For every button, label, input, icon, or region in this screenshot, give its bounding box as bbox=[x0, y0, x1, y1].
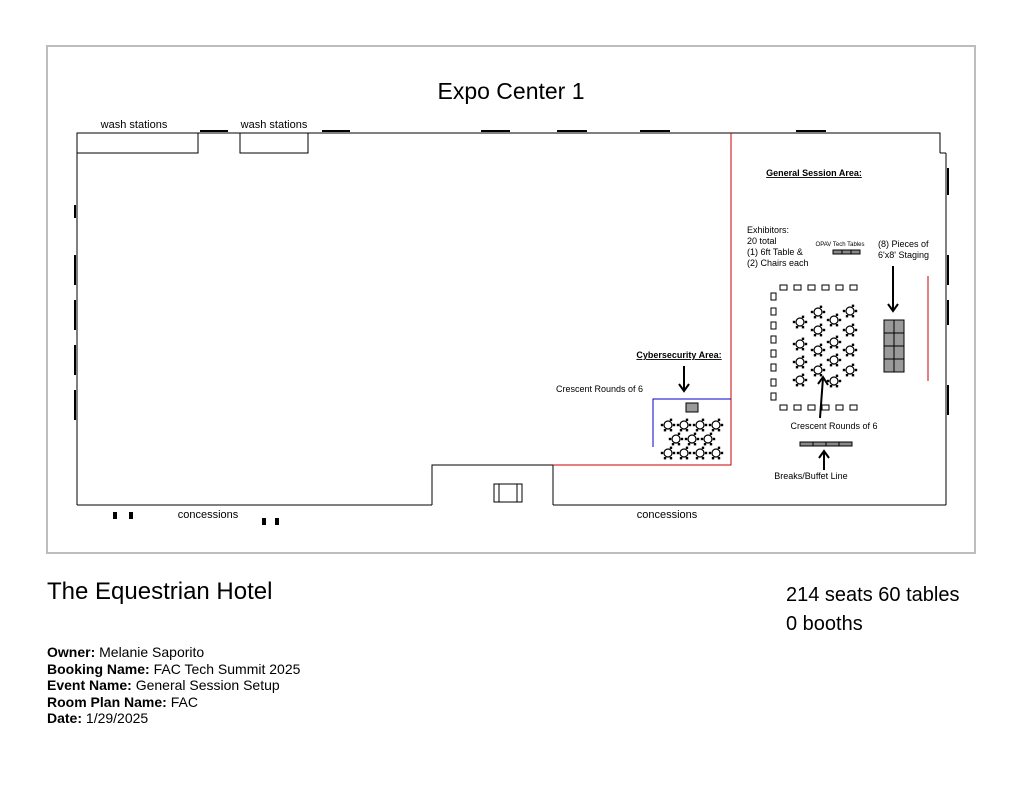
round-table bbox=[796, 340, 804, 348]
chair bbox=[661, 452, 663, 454]
entry-door bbox=[494, 484, 522, 502]
chair bbox=[830, 385, 832, 387]
staging-platforms bbox=[884, 320, 904, 372]
booking-row bbox=[47, 661, 300, 678]
chair bbox=[820, 364, 822, 366]
chair bbox=[802, 326, 804, 328]
chair bbox=[670, 429, 672, 431]
owner-row bbox=[47, 644, 300, 661]
chair bbox=[820, 334, 822, 336]
chair bbox=[855, 349, 857, 351]
chair bbox=[673, 424, 675, 426]
booth bbox=[822, 285, 829, 290]
chair bbox=[820, 354, 822, 356]
chair bbox=[664, 457, 666, 459]
booth bbox=[771, 336, 776, 343]
chair bbox=[796, 326, 798, 328]
chair bbox=[680, 429, 682, 431]
round-table bbox=[672, 435, 680, 443]
event-row bbox=[47, 677, 300, 694]
booths-count: 0 booths bbox=[786, 613, 863, 635]
booth bbox=[836, 285, 843, 290]
exhibitor-booths bbox=[771, 285, 857, 410]
chair bbox=[811, 311, 813, 313]
chair bbox=[677, 424, 679, 426]
chair bbox=[702, 447, 704, 449]
date-label: Date: bbox=[47, 710, 83, 726]
chair bbox=[827, 341, 829, 343]
chair bbox=[820, 316, 822, 318]
chair bbox=[686, 447, 688, 449]
chair bbox=[688, 443, 690, 445]
chair bbox=[820, 344, 822, 346]
round-table bbox=[796, 318, 804, 326]
chair bbox=[839, 319, 841, 321]
chair bbox=[811, 349, 813, 351]
chair bbox=[678, 443, 680, 445]
chair bbox=[670, 457, 672, 459]
chair bbox=[802, 384, 804, 386]
booth bbox=[794, 285, 801, 290]
date-value: 1/29/2025 bbox=[85, 710, 149, 726]
chair bbox=[705, 424, 707, 426]
chair bbox=[802, 374, 804, 376]
chair bbox=[852, 374, 854, 376]
chair bbox=[802, 366, 804, 368]
chair bbox=[689, 452, 691, 454]
chair bbox=[693, 424, 695, 426]
chair bbox=[693, 452, 695, 454]
chair bbox=[852, 305, 854, 307]
round-table bbox=[830, 338, 838, 346]
chair bbox=[805, 361, 807, 363]
chair bbox=[843, 349, 845, 351]
round-table bbox=[688, 435, 696, 443]
crescent-rounds bbox=[661, 305, 857, 460]
chair bbox=[712, 429, 714, 431]
booking-value: FAC Tech Summit 2025 bbox=[153, 660, 301, 677]
chair bbox=[836, 354, 838, 356]
chair bbox=[702, 429, 704, 431]
chair bbox=[796, 366, 798, 368]
round-table bbox=[704, 435, 712, 443]
event-details bbox=[47, 644, 300, 727]
staging-line-1: (8) Pieces of bbox=[878, 239, 929, 249]
chair bbox=[836, 375, 838, 377]
booth bbox=[822, 405, 829, 410]
booth bbox=[808, 405, 815, 410]
booth bbox=[771, 393, 776, 400]
round-table bbox=[830, 377, 838, 385]
chair bbox=[712, 457, 714, 459]
opav-tables-label: OPAV Tech Tables bbox=[815, 242, 865, 248]
round-table bbox=[796, 358, 804, 366]
room-value: FAC bbox=[170, 693, 198, 710]
area-dividers bbox=[553, 133, 928, 465]
chair bbox=[836, 346, 838, 348]
chair bbox=[820, 306, 822, 308]
chair bbox=[710, 433, 712, 435]
chair bbox=[694, 443, 696, 445]
booth bbox=[771, 293, 776, 300]
exhibitors-line-2: 20 total bbox=[747, 236, 777, 246]
chair bbox=[796, 384, 798, 386]
chair bbox=[793, 361, 795, 363]
chair bbox=[830, 364, 832, 366]
chair bbox=[805, 321, 807, 323]
crescent-cyber-label: Crescent Rounds of 6 bbox=[556, 384, 644, 394]
chair bbox=[823, 329, 825, 331]
round-table bbox=[814, 366, 822, 374]
chair bbox=[802, 338, 804, 340]
breaks-label: Breaks/Buffet Line bbox=[774, 471, 848, 481]
capacity-stats bbox=[786, 581, 959, 639]
chair bbox=[827, 359, 829, 361]
chair bbox=[820, 374, 822, 376]
wash-stations-label-1: wash stations bbox=[100, 119, 168, 131]
chair bbox=[670, 419, 672, 421]
booth bbox=[850, 405, 857, 410]
owner-value: Melanie Saporito bbox=[99, 644, 205, 660]
chair bbox=[852, 344, 854, 346]
round-table bbox=[846, 307, 854, 315]
wash-stations-label-2: wash stations bbox=[240, 119, 308, 131]
chair bbox=[811, 369, 813, 371]
chair bbox=[855, 329, 857, 331]
chair bbox=[855, 310, 857, 312]
chair bbox=[814, 374, 816, 376]
chair bbox=[680, 457, 682, 459]
chair bbox=[843, 329, 845, 331]
concessions-label-2: concessions bbox=[636, 509, 698, 521]
booth bbox=[808, 285, 815, 290]
chair bbox=[796, 348, 798, 350]
exhibitors-line-3: (1) 6ft Table & bbox=[747, 247, 803, 257]
crescent-general-label: Crescent Rounds of 6 bbox=[790, 421, 878, 431]
round-table bbox=[846, 346, 854, 354]
round-table bbox=[796, 376, 804, 384]
owner-label: Owner: bbox=[47, 644, 96, 660]
chair bbox=[839, 341, 841, 343]
chair bbox=[805, 379, 807, 381]
round-table bbox=[680, 449, 688, 457]
chair bbox=[830, 324, 832, 326]
booth bbox=[771, 322, 776, 329]
chair bbox=[685, 438, 687, 440]
chair bbox=[855, 369, 857, 371]
round-table bbox=[830, 316, 838, 324]
chair bbox=[830, 346, 832, 348]
chair bbox=[721, 452, 723, 454]
event-label: Event Name: bbox=[47, 677, 132, 693]
chair bbox=[718, 457, 720, 459]
chair bbox=[836, 336, 838, 338]
date-row bbox=[47, 710, 300, 727]
staging-line-2: 6'x8' Staging bbox=[878, 250, 929, 260]
chair bbox=[702, 419, 704, 421]
buffet-line bbox=[800, 442, 852, 446]
chair bbox=[836, 385, 838, 387]
chair bbox=[846, 374, 848, 376]
chair bbox=[701, 438, 703, 440]
chair bbox=[681, 438, 683, 440]
chair bbox=[852, 364, 854, 366]
round-table bbox=[846, 326, 854, 334]
chair bbox=[793, 321, 795, 323]
chair bbox=[697, 438, 699, 440]
round-table bbox=[814, 308, 822, 316]
booth bbox=[771, 350, 776, 357]
chair bbox=[839, 359, 841, 361]
chair bbox=[713, 438, 715, 440]
booking-label: Booking Name: bbox=[47, 660, 150, 677]
chair bbox=[686, 457, 688, 459]
room-label: Room Plan Name: bbox=[47, 693, 167, 710]
chair bbox=[836, 314, 838, 316]
seats-tables-count: 214 seats 60 tables bbox=[786, 584, 960, 606]
cybersecurity-label: Cybersecurity Area: bbox=[636, 350, 722, 360]
booth bbox=[780, 285, 787, 290]
chair bbox=[670, 447, 672, 449]
round-table bbox=[664, 421, 672, 429]
chair bbox=[843, 369, 845, 371]
venue-name: The Equestrian Hotel bbox=[47, 578, 273, 605]
booth bbox=[771, 308, 776, 315]
chair bbox=[802, 356, 804, 358]
cyber-presenter-table bbox=[686, 403, 698, 412]
chair bbox=[718, 419, 720, 421]
chair bbox=[704, 443, 706, 445]
general-session-label: General Session Area: bbox=[766, 168, 862, 178]
chair bbox=[814, 316, 816, 318]
booth bbox=[771, 364, 776, 371]
booth bbox=[771, 379, 776, 386]
chair bbox=[814, 354, 816, 356]
chair bbox=[686, 419, 688, 421]
room-row bbox=[47, 694, 300, 711]
chair bbox=[846, 354, 848, 356]
round-table bbox=[696, 449, 704, 457]
chair bbox=[718, 447, 720, 449]
chair bbox=[805, 343, 807, 345]
chair bbox=[836, 364, 838, 366]
chair bbox=[827, 319, 829, 321]
booth bbox=[850, 285, 857, 290]
chair bbox=[710, 443, 712, 445]
round-table bbox=[830, 356, 838, 364]
chair bbox=[718, 429, 720, 431]
chair bbox=[823, 369, 825, 371]
chair bbox=[686, 429, 688, 431]
round-table bbox=[846, 366, 854, 374]
booth bbox=[836, 405, 843, 410]
chair bbox=[811, 329, 813, 331]
chair bbox=[846, 334, 848, 336]
chair bbox=[696, 457, 698, 459]
round-table bbox=[696, 421, 704, 429]
chair bbox=[846, 315, 848, 317]
chair bbox=[852, 315, 854, 317]
chair bbox=[689, 424, 691, 426]
round-table bbox=[712, 449, 720, 457]
round-table bbox=[712, 421, 720, 429]
plan-title: Expo Center 1 bbox=[437, 78, 585, 104]
round-table bbox=[664, 449, 672, 457]
chair bbox=[823, 311, 825, 313]
chair bbox=[836, 324, 838, 326]
round-table bbox=[814, 326, 822, 334]
booth bbox=[794, 405, 801, 410]
chair bbox=[793, 379, 795, 381]
booth bbox=[780, 405, 787, 410]
chair bbox=[669, 438, 671, 440]
chair bbox=[709, 452, 711, 454]
exhibitors-line-4: (2) Chairs each bbox=[747, 258, 809, 268]
round-table bbox=[814, 346, 822, 354]
chair bbox=[661, 424, 663, 426]
chair bbox=[843, 310, 845, 312]
chair bbox=[823, 349, 825, 351]
chair bbox=[696, 429, 698, 431]
exhibitors-line-1: Exhibitors: bbox=[747, 225, 790, 235]
round-table bbox=[680, 421, 688, 429]
chair bbox=[664, 429, 666, 431]
chair bbox=[793, 343, 795, 345]
chair bbox=[705, 452, 707, 454]
chair bbox=[673, 452, 675, 454]
chair bbox=[677, 452, 679, 454]
chair bbox=[852, 354, 854, 356]
chair bbox=[802, 348, 804, 350]
chair bbox=[702, 457, 704, 459]
concessions-label-1: concessions bbox=[177, 509, 239, 521]
chair bbox=[852, 324, 854, 326]
chair bbox=[852, 334, 854, 336]
chair bbox=[814, 334, 816, 336]
chair bbox=[721, 424, 723, 426]
opav-tech-tables bbox=[833, 250, 860, 254]
chair bbox=[694, 433, 696, 435]
chair bbox=[678, 433, 680, 435]
chair bbox=[672, 443, 674, 445]
chair bbox=[709, 424, 711, 426]
event-value: General Session Setup bbox=[135, 677, 280, 693]
room-walls bbox=[77, 133, 946, 505]
chair bbox=[802, 316, 804, 318]
chair bbox=[820, 324, 822, 326]
chair bbox=[827, 380, 829, 382]
chair bbox=[839, 380, 841, 382]
